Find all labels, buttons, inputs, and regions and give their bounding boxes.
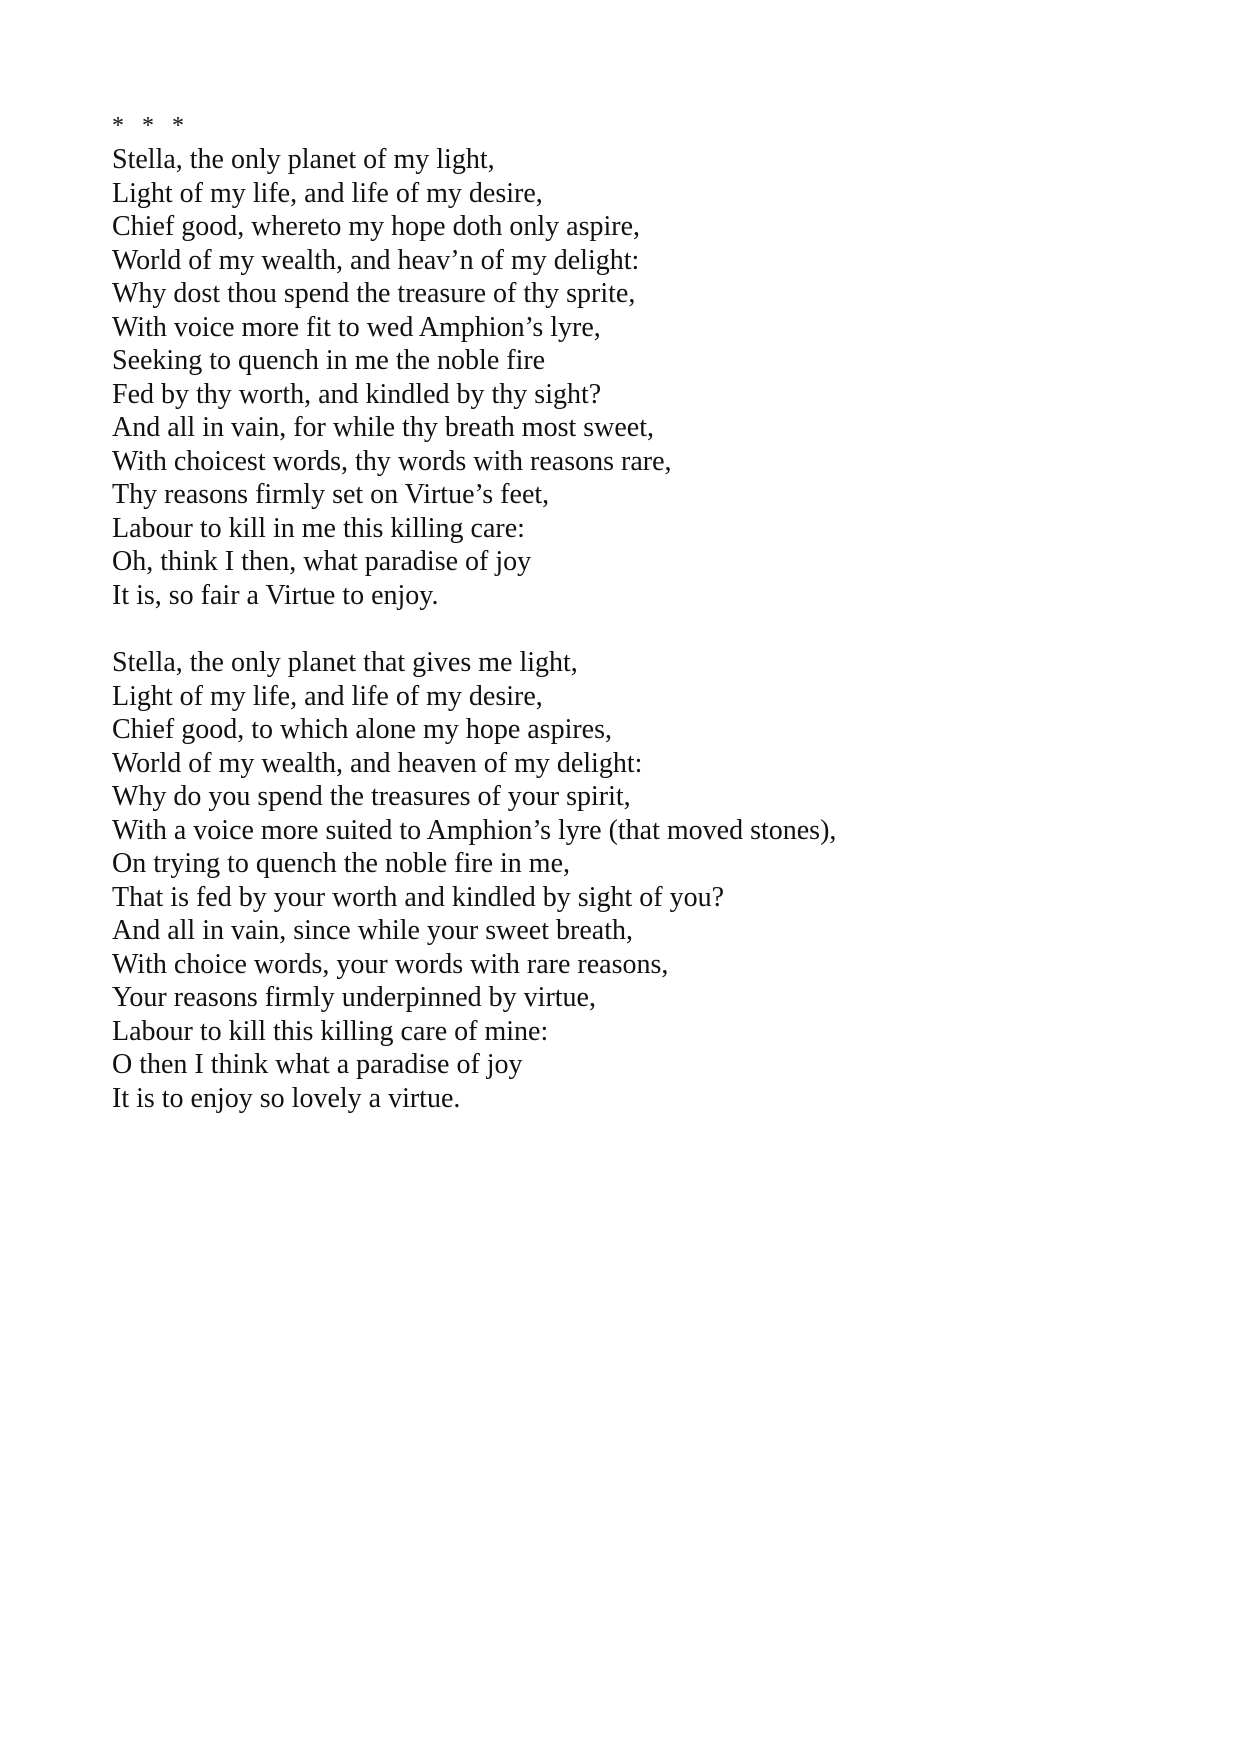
poem-line: World of my wealth, and heaven of my delight: <box>112 747 643 779</box>
poem-line: Stella, the only planet of my light, <box>112 144 495 175</box>
poem-line: Labour to kill in me this killing care: <box>112 512 525 544</box>
poem-line: It is, so fair a Virtue to enjoy. <box>112 579 439 611</box>
poem-line: Oh, think I then, what paradise of joy <box>112 546 532 577</box>
poem-line: With choice words, your words with rare reasons, <box>112 948 669 980</box>
poem-line: Light of my life, and life of my desire, <box>112 680 543 712</box>
document-content <box>112 109 1152 1115</box>
poem-line: It is to enjoy so lovely a virtue. <box>112 1082 461 1114</box>
poem-line: That is fed by your worth and kindled by sight of you? <box>112 881 725 913</box>
poem-line: O then I think what a paradise of joy <box>112 1049 523 1080</box>
poem-line: With choicest words, thy words with reasons rare, <box>112 445 672 477</box>
poem-line: Fed by thy worth, and kindled by thy sight? <box>112 378 602 410</box>
poem-line: Chief good, to which alone my hope aspires, <box>112 714 613 745</box>
poem-line: Seeking to quench in me the noble fire <box>112 345 546 376</box>
poem-line: Light of my life, and life of my desire, <box>112 177 543 209</box>
poem-line: Labour to kill this killing care of mine: <box>112 1015 549 1047</box>
poem-line: And all in vain, since while your sweet breath, <box>112 915 633 946</box>
poem-line: Stella, the only planet that gives me light, <box>112 647 578 678</box>
poem-line: Thy reasons firmly set on Virtue’s feet, <box>112 479 550 510</box>
poem-line: Why dost thou spend the treasure of thy sprite, <box>112 278 636 309</box>
poem-line: And all in vain, for while thy breath most sweet, <box>112 412 654 443</box>
poem-line: Why do you spend the treasures of your spirit, <box>112 781 631 812</box>
original-poem <box>112 143 1152 612</box>
poem-line: World of my wealth, and heav’n of my delight: <box>112 244 640 276</box>
poem-line: With voice more fit to wed Amphion’s lyre, <box>112 311 601 343</box>
poem-line: With a voice more suited to Amphion’s lyre (that moved stones), <box>112 814 837 846</box>
modern-version <box>112 646 1152 1115</box>
poem-line: Your reasons firmly underpinned by virtue, <box>112 982 596 1013</box>
poem-line: Chief good, whereto my hope doth only aspire, <box>112 211 641 242</box>
section-separator: * * * <box>112 113 186 139</box>
poem-line: On trying to quench the noble fire in me, <box>112 848 570 879</box>
